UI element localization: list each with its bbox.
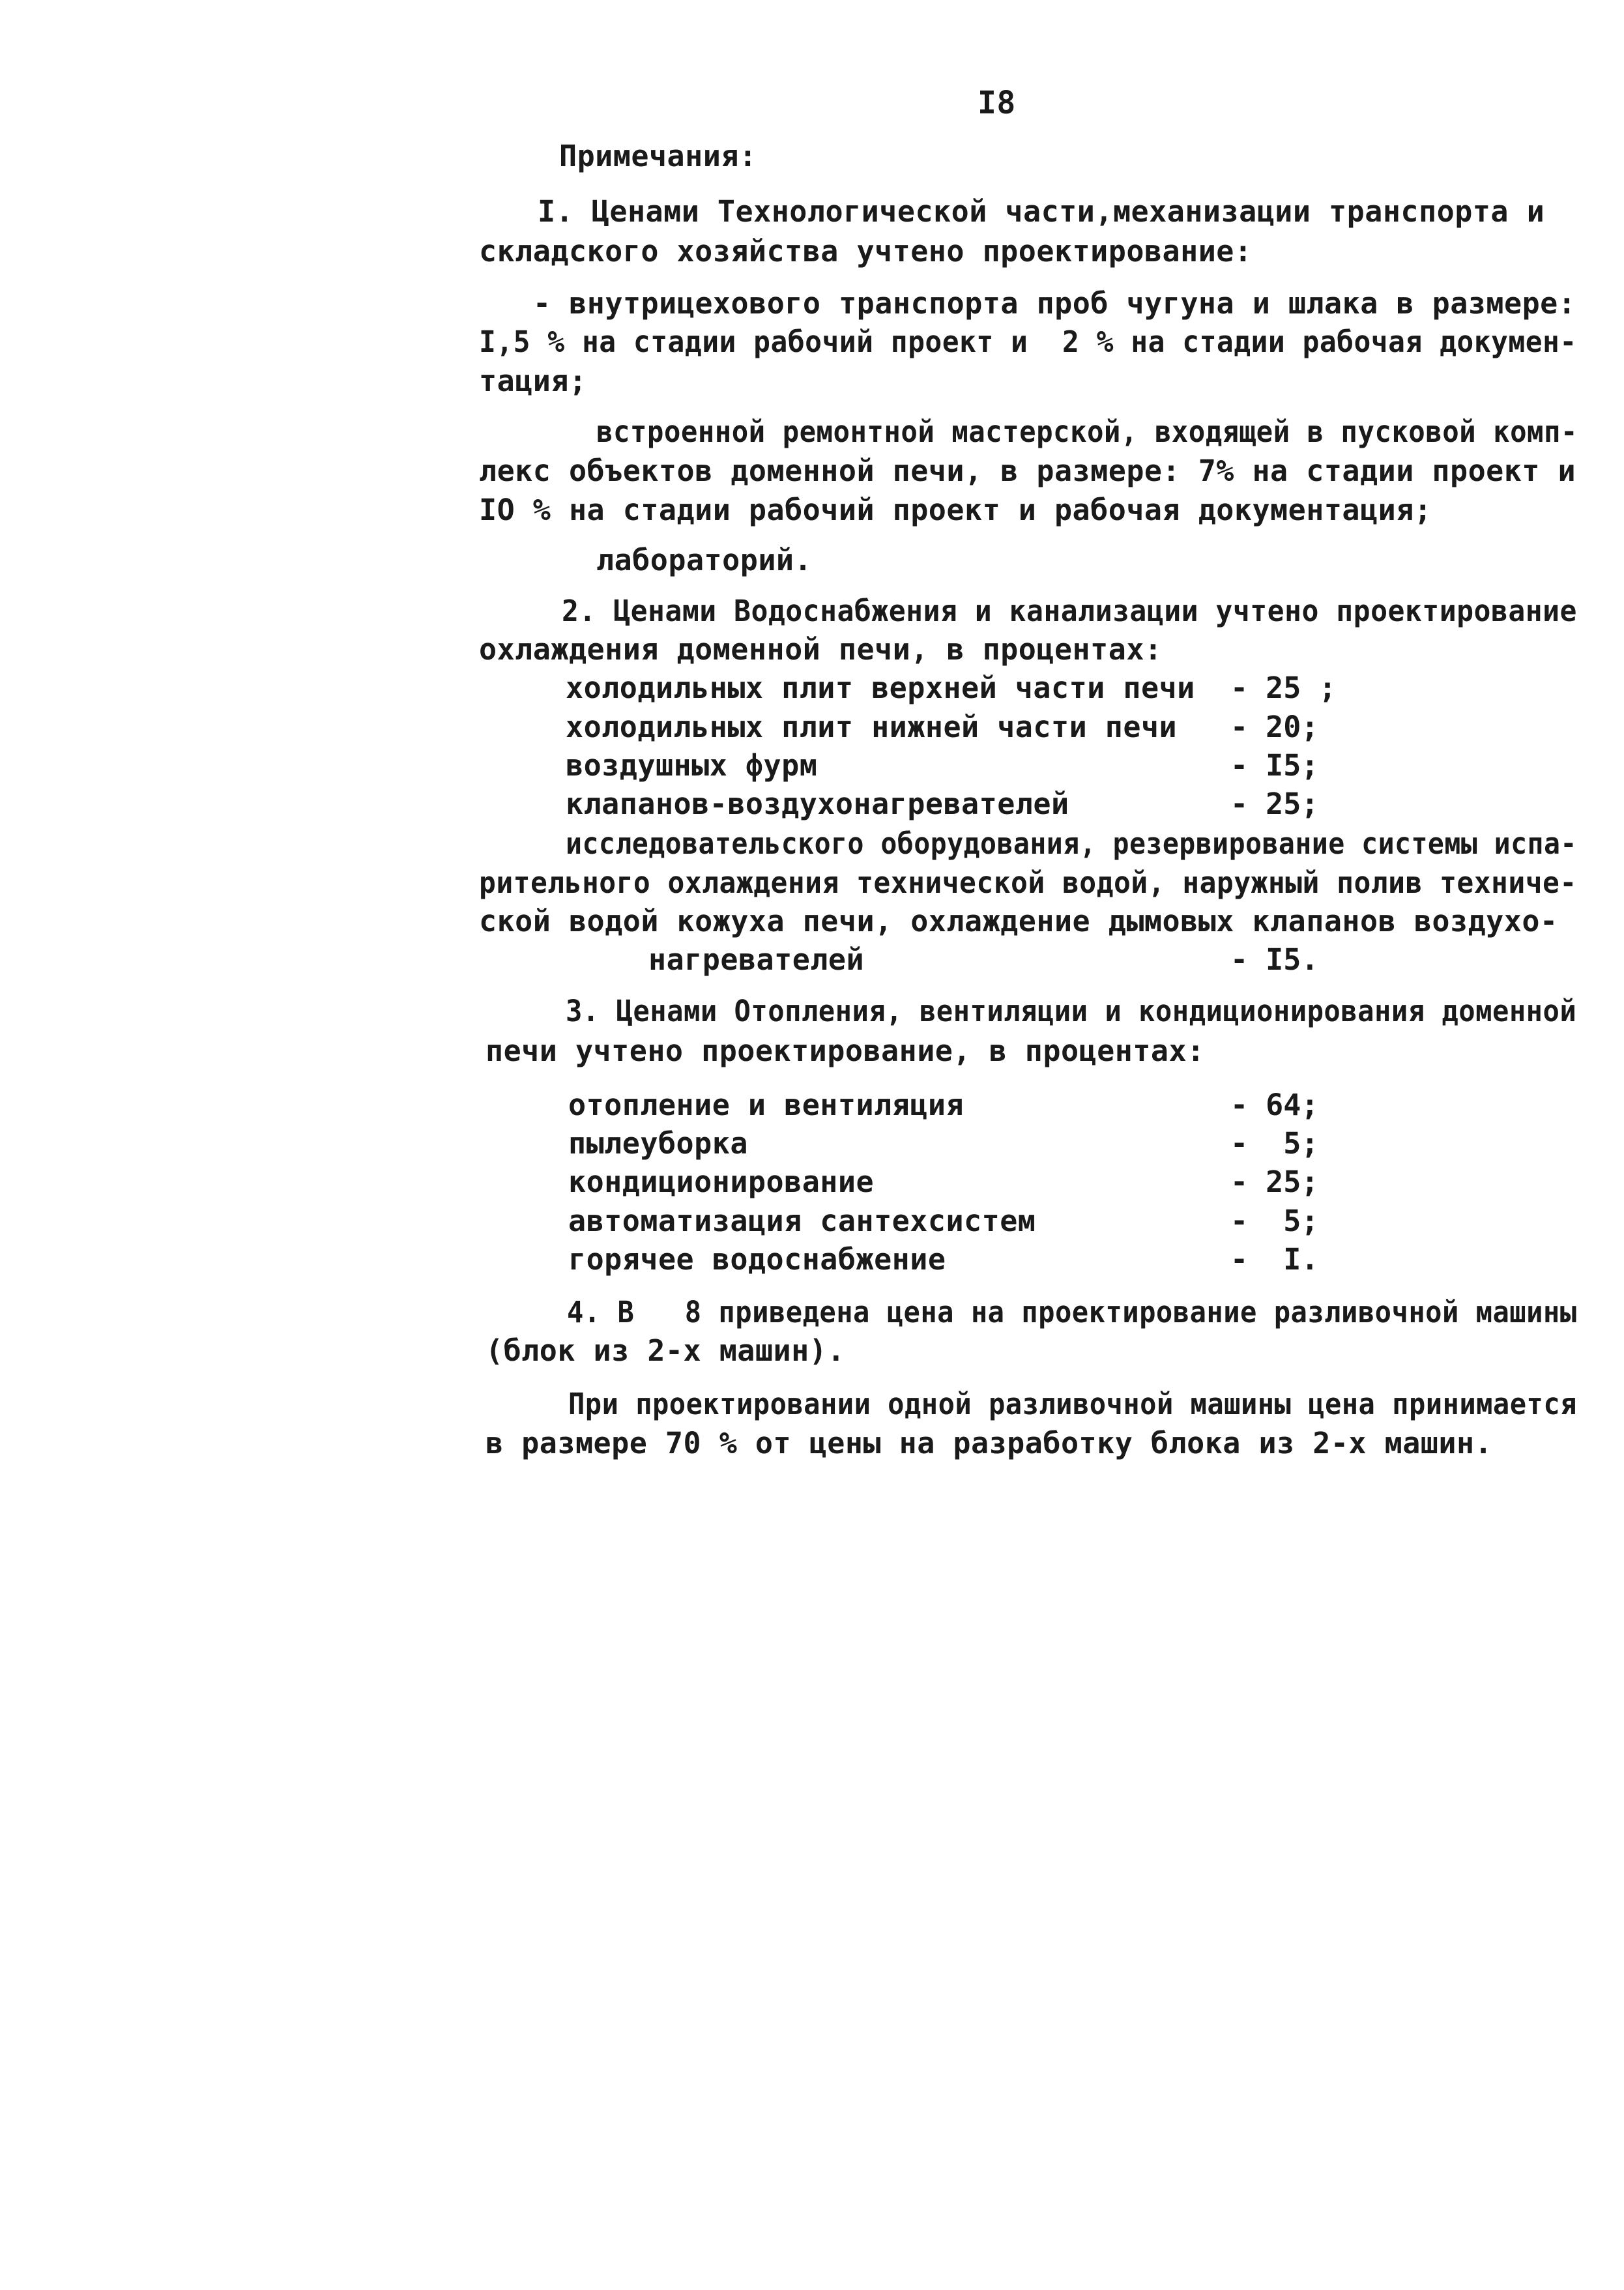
- note3-item-value: - 64;: [1230, 1088, 1319, 1122]
- note1-item-b-line-2: лекс объектов доменной печи, в размере: 7% на стадии проект и: [479, 454, 1576, 488]
- note3-item-label: горячее водоснабжение: [568, 1242, 946, 1277]
- closing-line-1: При проектировании одной разливочной машины цена принимается: [568, 1387, 1577, 1421]
- note3-item-value: - 25;: [1230, 1165, 1319, 1199]
- notes-heading: Примечания:: [559, 139, 757, 173]
- note3-item-label: отопление и вентиляция: [568, 1088, 964, 1122]
- note1-item-b-line-1: встроенной ремонтной мастерской, входящей в пусковой комп-: [596, 414, 1578, 449]
- note2-item-value: - 25;: [1230, 787, 1319, 821]
- note1-item-b-line-3: IO % на стадии рабочий проект и рабочая документация;: [479, 493, 1432, 527]
- note2-line-2: охлаждения доменной печи, в процентах:: [479, 632, 1163, 667]
- note3-line-2: печи учтено проектирование, в процентах:: [486, 1034, 1205, 1068]
- note2-item-label: холодильных плит верхней части печи: [566, 671, 1195, 705]
- page-number: I8: [978, 85, 1016, 121]
- note1-line-2: складского хозяйства учтено проектирование:: [479, 234, 1253, 268]
- note2-last-item-line-2: рительного охлаждения технической водой, наружный полив техниче-: [479, 865, 1577, 900]
- note2-last-item-tail-label: нагревателей: [648, 942, 865, 977]
- note2-last-item-tail-value: - I5.: [1230, 942, 1319, 977]
- note1-line-1: I. Ценами Технологической части,механизации транспорта и: [538, 194, 1545, 229]
- note4-line-2: (блок из 2-х машин).: [486, 1333, 845, 1368]
- closing-line-2: в размере 70 % от цены на разработку блока из 2-х машин.: [486, 1426, 1493, 1460]
- note2-item-value: - 25 ;: [1230, 671, 1337, 705]
- note3-item-label: кондиционирование: [568, 1165, 875, 1199]
- note1-item-a-line-1: - внутрицехового транспорта проб чугуна и шлака в размере:: [533, 286, 1576, 321]
- note3-item-value: - 5;: [1230, 1126, 1319, 1161]
- note3-item-value: - I.: [1230, 1242, 1319, 1277]
- note1-item-c: лабораторий.: [596, 543, 813, 577]
- note3-item-value: - 5;: [1230, 1204, 1319, 1238]
- note2-last-item-line-1: исследовательского оборудования, резервирование системы испа-: [566, 826, 1577, 861]
- note1-item-a-line-2: I,5 % на стадии рабочий проект и 2 % на стадии рабочая докумен-: [479, 325, 1577, 359]
- note3-line-1: 3. Ценами Отопления, вентиляции и кондиционирования доменной: [566, 994, 1577, 1028]
- note3-item-label: пылеуборка: [568, 1126, 748, 1161]
- note2-item-label: клапанов-воздухонагревателей: [566, 787, 1069, 821]
- note2-item-label: воздушных фурм: [566, 748, 818, 783]
- note4-line-1: 4. В 8 приведена цена на проектирование разливочной машины: [567, 1295, 1577, 1329]
- note2-item-label: холодильных плит нижней части печи: [566, 710, 1178, 744]
- note2-item-value: - 20;: [1230, 710, 1319, 744]
- note2-line-1: 2. Ценами Водоснабжения и канализации учтено проектирование: [562, 594, 1577, 628]
- note3-item-label: автоматизация сантехсистем: [568, 1204, 1036, 1238]
- note1-item-a-line-3: тация;: [479, 364, 587, 398]
- note2-last-item-line-3: ской водой кожуха печи, охлаждение дымовых клапанов воздухо-: [479, 904, 1558, 938]
- note2-item-value: - I5;: [1230, 748, 1319, 783]
